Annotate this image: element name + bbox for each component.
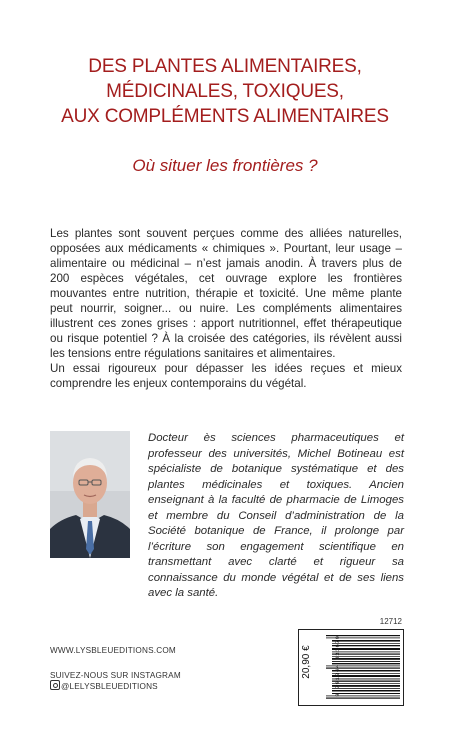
instagram-icon (50, 680, 60, 690)
product-code: 12712 (379, 617, 402, 626)
instagram-handle: @LELYSBLEUEDITIONS (61, 682, 158, 691)
author-photo (50, 431, 130, 558)
book-title (0, 54, 450, 129)
barcode-icon (318, 632, 400, 702)
publisher-footer (50, 646, 181, 691)
blurb-paragraph-1: Les plantes sont souvent perçues comme des alliées naturelles, opposées aux médicaments « chimiques ». Pourtant, leur usage – alimentaire ou médicinal – n’est jamais anodin. À travers plus de 200 espèces végétales, cet ouvrage explore les frontières mouvantes entre nutrition, thérapie et toxicité. Une même plante peut nourrir, soigner... ou nuire. Les compléments alimentaires illustrent ces zones grises : apport nutritionnel, effet thérapeutique ou risque potentiel ? À la croisée des catégories, ils révèlent aussi les tensions entre régulations sanitaires et alimentaires. (50, 227, 402, 360)
author-bio: Docteur ès sciences pharmaceutiques et professeur des universités, Michel Botineau est spécialiste de botanique systématique et des plantes médicinales et toxiques. Ancien enseignant à la faculté de pharmacie de Limoges et membre du Conseil d’administration de la Société botanique de France, il prolonge par l’écriture son engagement scientifique en transmettant avec clarté et rigueur sa connaissance du monde végétal et de ses liens avec la santé. (148, 432, 404, 599)
price-label: 20,90 € (301, 645, 312, 679)
title-line-3: AUX COMPLÉMENTS ALIMENTAIRES (61, 106, 389, 127)
title-line-2: MÉDICINALES, TOXIQUES, (106, 81, 344, 102)
author-portrait-image (50, 431, 130, 558)
book-subtitle: Où situer les frontières ? (132, 156, 318, 175)
instagram-handle-row[interactable] (50, 680, 181, 691)
follow-instagram-label: SUIVEZ-NOUS SUR INSTAGRAM (50, 671, 181, 680)
publisher-website[interactable]: WWW.LYSBLEUEDITIONS.COM (50, 646, 176, 655)
back-cover-blurb (50, 226, 402, 391)
title-line-1: DES PLANTES ALIMENTAIRES, (88, 56, 362, 77)
isbn-digits: 9 791044 031679 (334, 635, 341, 697)
blurb-paragraph-2: Un essai rigoureux pour dépasser les idées reçues et mieux comprendre les enjeux contemporains du végétal. (50, 362, 402, 390)
